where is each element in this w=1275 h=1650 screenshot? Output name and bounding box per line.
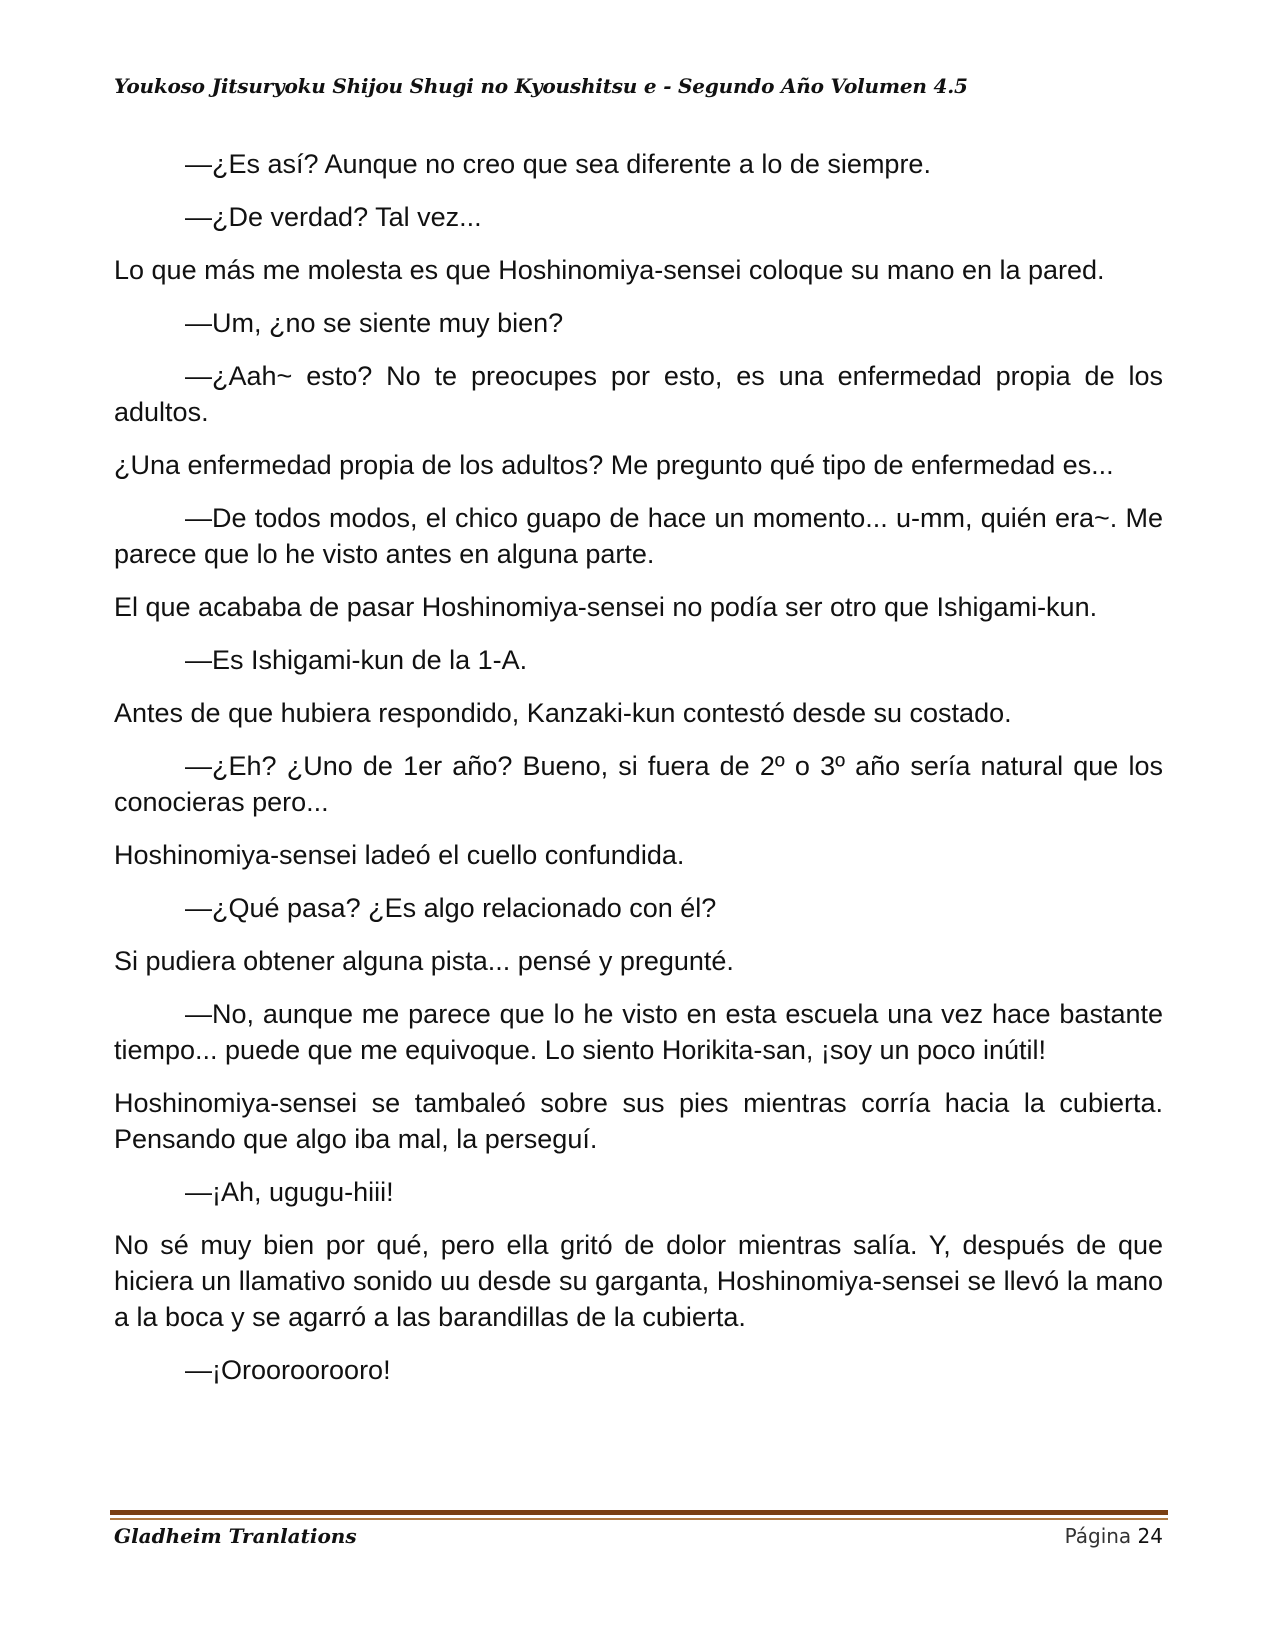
narration-paragraph: Antes de que hubiera respondido, Kanzaki-kun contestó desde su costado. [114,698,1012,728]
page-number [1065,1524,1163,1548]
running-header: Youkoso Jitsuryoku Shijou Shugi no Kyoushitsu e - Segundo Año Volumen 4.5 [114,74,968,98]
dialog-paragraph: —Es Ishigami-kun de la 1-A. [185,645,528,675]
footer-divider [110,1510,1168,1515]
narration-paragraph: Lo que más me molesta es que Hoshinomiya-sensei coloque su mano en la pared. [114,255,1105,285]
page-body [114,146,1163,1405]
dialog-paragraph: —¡Orooroorooro! [185,1355,391,1385]
narration-paragraph: El que acababa de pasar Hoshinomiya-sensei no podía ser otro que Ishigami-kun. [114,592,1098,622]
dialog-paragraph: —¿Es así? Aunque no creo que sea diferente a lo de siempre. [185,149,931,179]
footer-credit: Gladheim Tranlations [114,1524,357,1548]
narration-paragraph: ¿Una enfermedad propia de los adultos? Me pregunto qué tipo de enfermedad es... [114,450,1114,480]
dialog-paragraph: —¡Ah, ugugu-hiii! [185,1177,394,1207]
narration-paragraph: Hoshinomiya-sensei ladeó el cuello confundida. [114,840,685,870]
dialog-paragraph: —¿Aah~ esto? No te preocupes por esto, es una enfermedad propia de los adultos. [114,361,1163,427]
dialog-paragraph: —¿De verdad? Tal vez... [185,202,482,232]
dialog-paragraph: —¿Qué pasa? ¿Es algo relacionado con él? [185,893,717,923]
footer-divider-thin [110,1518,1168,1520]
narration-paragraph: No sé muy bien por qué, pero ella gritó de dolor mientras salía. Y, después de que hiciera un llamativo sonido uu desde su garganta, Hoshinomiya-sensei se llevó la mano a la boca y se agarró a las barandillas de la cubierta. [114,1230,1163,1332]
dialog-paragraph: —De todos modos, el chico guapo de hace un momento... u-mm, quién era~. Me parece que lo he visto antes en alguna parte. [114,503,1163,569]
page-label: Página [1064,1524,1132,1548]
narration-paragraph: Si pudiera obtener alguna pista... pensé y pregunté. [114,946,734,976]
dialog-paragraph: —No, aunque me parece que lo he visto en esta escuela una vez hace bastante tiempo... puede que me equivoque. Lo siento Horikita-san, ¡soy un poco inútil! [114,999,1163,1065]
dialog-paragraph: —Um, ¿no se siente muy bien? [185,308,564,338]
page-number-value: 24 [1137,1524,1163,1548]
dialog-paragraph: —¿Eh? ¿Uno de 1er año? Bueno, si fuera de 2º o 3º año sería natural que los conocieras pero... [114,751,1163,817]
narration-paragraph: Hoshinomiya-sensei se tambaleó sobre sus pies mientras corría hacia la cubierta. Pensando que algo iba mal, la perseguí. [114,1088,1163,1154]
